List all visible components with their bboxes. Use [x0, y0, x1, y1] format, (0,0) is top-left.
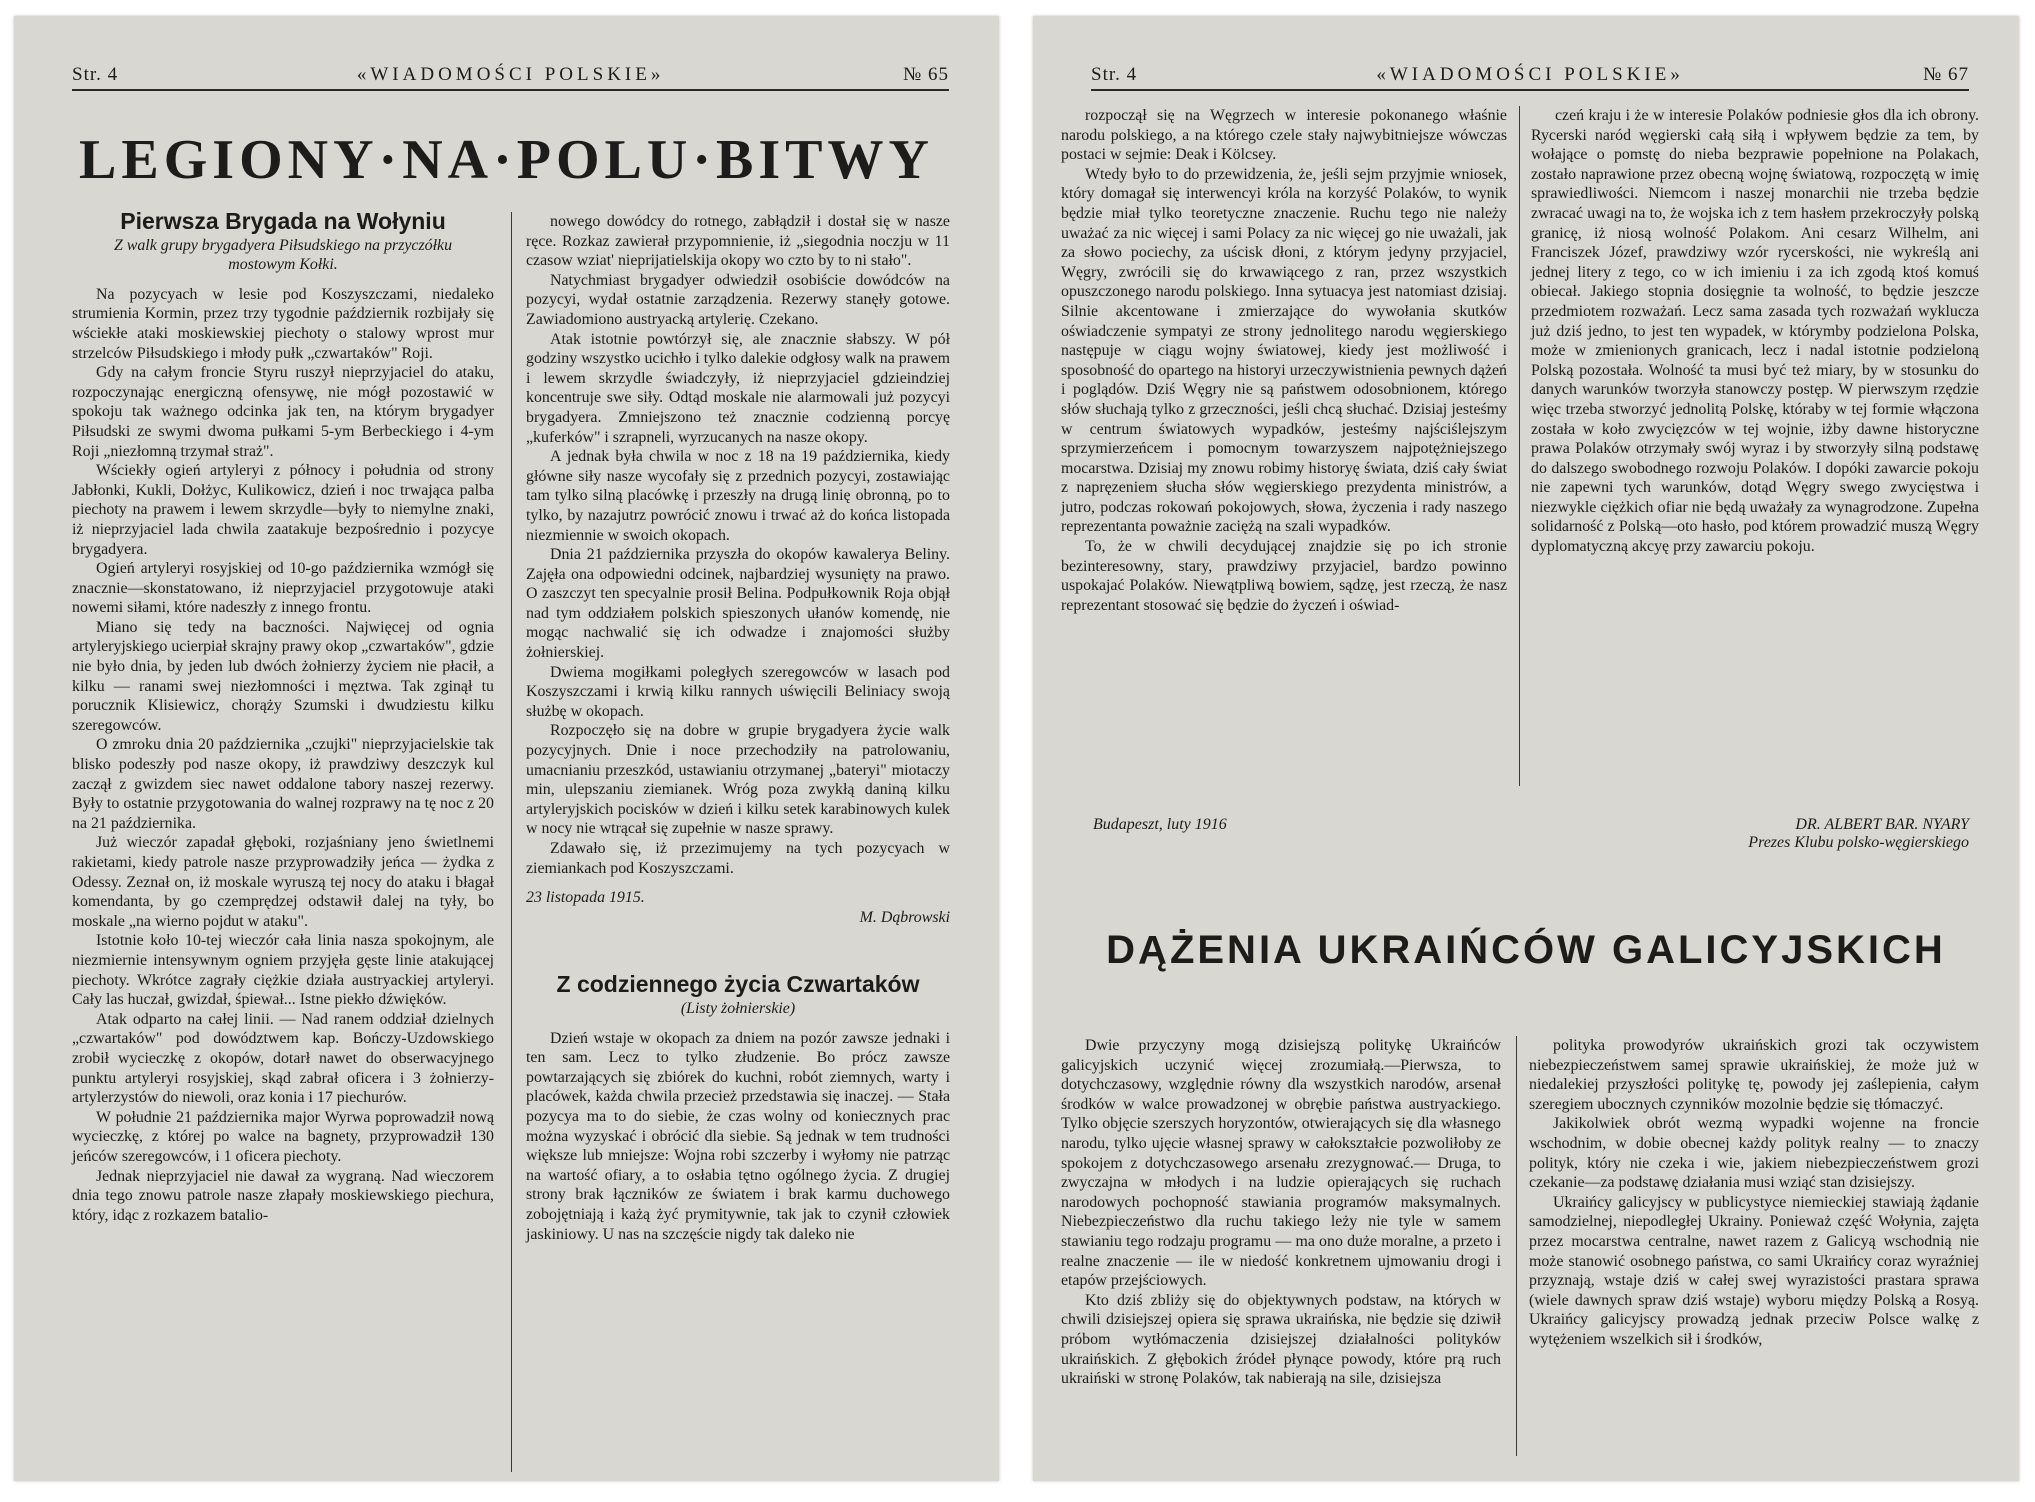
- signature-block: [1093, 816, 1969, 852]
- paragraph: Istotnie koło 10-tej wieczór cała linia nasza spokojnym, ale niezmiernie intensywnym ogniem przyjęła gęste linie atakującej piechoty. Wkrótce zagrały ciężkie działa austryackiej artyleryi. Cały las huczał, gwizdał, śpiewał... Istne piekło dźwięków.: [72, 932, 494, 1009]
- paragraph: Zdawało się, iż przezimujemy na tych pozycyach w ziemiankach pod Koszyszczami.: [526, 840, 950, 877]
- journal-title: «WIADOMOŚCI POLSKIE»: [1376, 64, 1684, 85]
- signature-author: DR. ALBERT BAR. NYARY: [1795, 816, 1969, 833]
- paragraph: Atak istotnie powtórzył się, ale znacznie słabszy. W pół godziny wszystko ucichło i tylko dalekie odgłosy walk na prawem i lewem skrzydle świadczyły, iż nieprzyjaciel gdzieindziej koncentruje swe siły. Odtąd moskale nie alarmowali już pozycyi brygadyera. Zmniejszono też znacznie codzienną porcyę „kuferków" i szrapneli, wyrzucanych na nasze okopy.: [526, 330, 950, 446]
- paragraph: Dwiema mogiłkami poległych szeregowców w lasach pod Koszyszczami i krwią kilku rannych uświęcili Beliniacy swoją służbę w okopach.: [526, 663, 950, 720]
- left-page-header: [72, 56, 949, 91]
- paragraph: Na pozycyach w lesie pod Koszyszczami, niedaleko strumienia Kormin, przez trzy tygodnie październik rozbijały się wściekłe ataki moskiewskiej piechoty o stalowy wprost mur strzelców Piłsudskiego i młody pułk „czwartaków" Roji.: [72, 285, 494, 362]
- paragraph: czeń kraju i że w interesie Polaków podniesie głos dla ich obrony. Rycerski naród węgierski całą siłą i wpływem będzie za tem, by wołające o pomstę do nieba bezprawie popełnione na Polakach, zostało naprawione przez obecną wojnę światową, rozpoczętą w imię sprawiedliwości. Niemcom i naszej monarchii nie trzeba będzie zwracać uwagi na to, że wojska ich z tem hasłem przekroczyły polską granicę, iż niosą wolność Polakom. Ani cesarz Wilhelm, ani Franciszek Józef, prawdziwy wzór rycerskości, nie wykreślą ani jednej litery z tego, co w ich imieniu i za ich zgodą ktoś komuś obiecał. Jakiego stopnia dosięgnie ta wolność, to będzie jeszcze przedmiotem rozważań. Lecz sama zasada tych rozważań wyklucza już dziś jedno, to jest ten wypadek, w którymby podzielona Polska, może w zmienionych granicach, lecz i nadal istotnie podzieloną Polską pozostała. Wolność ta musi być też miary, by w stosunku do danych warunków tworzyła stanowczy postęp. W pierwszym rzędzie więc trzeba stworzyć jednolitą Polskę, któraby w tej formie włączona została w koło zwycięzców w tej wojnie, iżby dawne historyczne prawa Polaków otrzymały swój wyraz i by stworzyły silną podstawę do dalszego swobodnego rozwoju Polaków. I dopóki zawarcie pokoju nie zapewni tych warunków, dotąd Węgry swego zwycięstwa i niezwykle ciężkich ofiar nie będą uważały za wynagrodzone. Zupełna solidarność z Polską—oto hasło, pod którem prowadzić muszą Węgry dyplomatyczną akcyę przy zawarciu pokoju.: [1531, 107, 1979, 556]
- issue-number: № 67: [1923, 64, 1969, 85]
- page-label: Str. 4: [1091, 64, 1138, 85]
- article2-subtitle: (Listy żołnierskie): [680, 999, 796, 1017]
- paragraph: Atak odparto na całej linii. — Nad ranem oddział dzielnych „czwartaków" pod dowództwem kap. Bończy-Uzdowskiego zrobił wycieczkę z okopów, dotarł nawet do obserwacyjnego punktu artyleryi rosyjskiej, skąd zabrał oficera i 3 żołnierzy-artylerzystów do niewoli, oraz konia i 17 piechurów.: [72, 1010, 494, 1107]
- article-title: Pierwsza Brygada na Wołyniu: [120, 208, 446, 234]
- article-body: [1061, 106, 1507, 615]
- paragraph: Wściekły ogień artyleryi z północy i południa od strony Jabłonki, Kukli, Dołżyc, Kulikowicz, dzień i noc trwająca palba piechoty na prawem i lewem skrzydle—były to niemylne znaki, iż nieprzyjaciel lada chwila zaatakuje bezpośrednio i pozycye brygadyera.: [72, 462, 494, 558]
- paragraph: polityka prowodyrów ukraińskich grozi tak oczywistem niebezpieczeństwem samej sprawie ukraińskiej, że może już w niedalekiej przyszłości politykę tę, powody jej zaślepienia, całym szeregiem ubocznych czynników mozolnie będzie się tłómaczyć.: [1529, 1037, 1979, 1113]
- paragraph: A jednak była chwila w noc z 18 na 19 października, kiedy główne siły nasze wycofały się z przednich pozycyi, zostawiając tam tylko silną placówkę i przeszły na drugą linię obronną, po to tylko, by nazajutrz powrócić znowu i trwać aż do końca listopada niezmiennie w swoich okopach.: [526, 448, 950, 544]
- article-author: M. Dąbrowski: [859, 908, 950, 926]
- column-divider: [1516, 1036, 1517, 1456]
- right-column-1: [1061, 106, 1507, 615]
- right-page-header: [1091, 56, 1969, 91]
- issue-number: № 65: [903, 64, 949, 85]
- paragraph: Ogień artyleryi rosyjskiej od 10-go października wzmógł się znacznie—skonstatowano, iż nieprzyjaciel przygotowuje ataki nowemi siłami, które nadeszły z innego frontu.: [72, 560, 494, 617]
- article2-heading: DĄŻENIA UKRAIŃCÓW GALICYJSKICH: [1106, 928, 1946, 972]
- paragraph: Już wieczór zapadał głęboki, rozjaśniany jeno świetlnemi rakietami, kiedy patrole nasze przyprowadziły jeńca — żydka z Odessy. Zeznał on, iż moskale wyruszą tej nocy do ataku i błagał komendanta, by go czemprędzej odstawił dalej na tyły, bo moskale „na wierno pojdut w ataku".: [72, 834, 494, 930]
- article-body-continued: [1531, 106, 1979, 557]
- paragraph: Rozpoczęło się na dobre w grupie brygadyera życie walk pozycyjnych. Dnie i noce przechodziły na patrolowaniu, umacnianiu przeszkód, ustawianiu otrzymanej „bateryi" miotaczy min, ulepszaniu ziemianek. Wróg poza zwykłą daniną kilku artyleryjskich pocisków w dzień i kilku setek karabinowych kulek w nocy nie wtrącał się zupełnie w nasze sprawy.: [526, 722, 950, 838]
- article-body: [72, 285, 494, 1226]
- right-lower-column-1: [1061, 1036, 1501, 1389]
- column-divider: [1519, 106, 1520, 786]
- column-divider: [511, 212, 512, 1472]
- paragraph: Natychmiast brygadyer odwiedził osobiście dowódców na pozycyi, wydał ostatnie zarządzenia. Rezerwy stanęły gotowe. Zawiadomiono austryacką artylerię. Czekano.: [526, 271, 950, 328]
- paragraph: O zmroku dnia 20 października „czujki" nieprzyjacielskie tak blisko podeszły pod nasze okopy, iż prawdziwy deszczyk kul zaczął z gwizdem siec nawet oddalone tabory naszej rezerwy. Były to ostatnie przygotowania do walnej rozprawy na tę noc z 20 na 21 października.: [72, 736, 494, 832]
- paragraph: Ukraińcy galicyjscy w publicystyce niemieckiej stawiają żądanie samodzielnej, niepodległej Ukrainy. Ponieważ część Wołynia, zajęta przez mocarstwa centralne, nawet razem z Galicyą wschodnią nie może stanowić osobnego państwa, co sami Ukraińcy coraz wyraźniej przyznają, wstaje dziś w całej swej wyrazistości prastara sprawa (wiele dawnych spraw dziś wstaje) wyboru między Polską a Rosyą. Ukraińcy galicyjscy prowadzą jednak przeciw Polsce walkę z wytężeniem wszelkich sił i środków,: [1529, 1193, 1979, 1348]
- article2-body: Dzień wstaje w okopach za dniem na pozór zawsze jednaki i ten sam. Lecz to tylko złudzenie. Bo prócz zawsze powtarzających się zbiórek do kuchni, robót ziemnych, warty i placówek, każda chwila przecież przedstawia się inaczej. — Stała pozycya ma to do siebie, że czas wolny od koniecznych prac można wyzyskać i obrócić dla siebie. Są jednak w tem trudności większe lub mniejsze: Wojna robi szczerby i wyłomy nie patrząc na wartość ofiary, a to osłabia tętno ogólnego życia. Z drugiej strony brak łączników ze światem i brak karmu duchowego zobojętniają i każą żyć prymitywnie, tak jak to czynił człowiek jaskiniowy. U nas na szczęście nigdy tak daleko nie: [526, 1029, 950, 1243]
- article2-body: [1061, 1036, 1501, 1389]
- paragraph: Jednak nieprzyjaciel nie dawał za wygraną. Nad wieczorem dnia tego znowu patrole nasze złapały moskiewskiego piechura, który, idąc z rozkazem batalio-: [72, 1167, 494, 1224]
- paragraph: Dwie przyczyny mogą dzisiejszą politykę Ukraińców galicyjskich uczynić więcej zrozumiałą.—Pierwsza, to dotychczasowy, względnie równy dla wszystkich narodów, arsenał środków w walce prowadzonej w obrębie państwa austryackiego. Tylko objęcie szerszych horyzontów, otwierających się dla własnego narodu, tylko ujęcie własnej sprawy w całokształcie pozwoliłoby ze spokojem z dotychczasowego arsenału zrezygnować.— Druga, to zwyczajna w młodych i na ludzie opierających się ruchach narodowych pochopność stawiania programów maksymalnych. Niebezpieczeństwo dla ruchu takiego leży nie tyle w samem stawianiu tego rodzaju programu — ma ono duże moralne, a przeto i realne znaczenie — ile w niedość konkretnem ujmowaniu drogi i etapów przejściowych.: [1061, 1037, 1501, 1290]
- left-column-2: [526, 212, 950, 1244]
- left-newspaper-page: [14, 16, 999, 1481]
- article-date: 23 listopada 1915.: [526, 889, 645, 907]
- banner-title: LEGIONY·NA·POLU·BITWY: [79, 129, 934, 191]
- left-column-1: [72, 208, 494, 1225]
- paragraph: W południe 21 października major Wyrwa poprowadził nową wycieczkę, z której po walce na bagnety, przyprowadził 130 jeńców szeregowców, i 1 oficera piechoty.: [72, 1108, 494, 1165]
- right-newspaper-page: [1033, 16, 2019, 1481]
- paragraph: Gdy na całym froncie Styru ruszył nieprzyjaciel do ataku, rozpoczynając energiczną ofensywę, nie mógł pozostawić w spokoju tak ważnego odcinka jak ten, na którym brygadyer Piłsudski ze swymi dwoma pułkami 5-ym Berbeckiego i 4-ym Roji „niezłomną trzymał straż".: [72, 364, 494, 460]
- place-date: Budapeszt, luty 1916: [1093, 816, 1227, 833]
- paragraph: Kto dziś zbliży się do objektywnych podstaw, na których w chwili dzisiejszej opiera się sprawa ukraińska, nie będzie się dziwił próbom wytłómaczenia dzisiejszej działalności polityków ukraińskich. Z głębokich źródeł płynące powody, które prą ruch ukraiński w stronę Polaków, tak nabierają na sile, dzisiejsza: [1061, 1291, 1501, 1388]
- paragraph: Miano się tedy na baczności. Najwięcej od ognia artyleryjskiego ucierpiał skrajny prawy okop „czwartaków", gdzie nie było dnia, by jeden lub dwóch żołnierzy życiem nie płacił, a kilku — ranami swej niezłomności i męztwa. Tak zginął tu porucznik Klisiewicz, chorąży Szumski i dwudziestu kilku szeregowców.: [72, 618, 494, 734]
- article2-body-continued: [1529, 1036, 1979, 1350]
- right-lower-column-2: [1529, 1036, 1979, 1350]
- article-body-continued: [526, 212, 950, 878]
- paragraph: To, że w chwili decydującej znajdzie się po ich stronie bezinteresowny, stary, prawdziwy przyjaciel, bardzo powinno uspokajać Polaków. Niewątpliwą bowiem, sądzę, jest rzeczą, że nasz reprezentant stosować się będzie do życzeń i oświad-: [1061, 538, 1507, 614]
- journal-title: «WIADOMOŚCI POLSKIE»: [356, 64, 665, 85]
- paragraph: nowego dowódcy do rotnego, zabłądził i dostał się w nasze ręce. Rozkaz zawierał przypomnienie, iż „siegodnia noczju w 11 czasow wziat' nieprijatielskija okopy wo czto by to ni stało".: [526, 213, 950, 270]
- article-subtitle: Z walk grupy brygadyera Piłsudskiego na przyczółku mostowym Kołki.: [113, 236, 453, 274]
- paragraph: Jakikolwiek obrót wezmą wypadki wojenne na froncie wschodnim, w dobie obecnej każdy polityk realny — to znaczy polityk, który nie czeka i wie, jakiem niebezpieczeństwem grozi czekanie—za podstawę działania musi wziąć stan dzisiejszy.: [1529, 1115, 1979, 1192]
- paragraph: Wtedy było to do przewidzenia, że, jeśli sejm przyjmie wniosek, który domagał się interwencyi króla na korzyść Polaków, to wynik będzie miał tylko teoretyczne znaczenie. Ruchu tego nie należy uważać za nic więcej i sami Polacy za nic więcej go nie uważali, jak za słowo pociechy, za uścisk dłoni, z którym jedyny przyjaciel, Węgry, zwrócili się do krwawiącego z ran, przez wszystkich opuszczonego narodu polskiego. Inna sytuacya jest natomiast dzisiaj. Silnie akcentowane i zmierzające do wywołania skutków oświadczenie sympatyi ze strony jednolitego narodu węgierskiego następuje w ciągu wojny światowej, kiedy jest możliwość i sposobność do opartego na historyi urzeczywistnienia pewnych dążeń i poglądów. Dziś Węgry nie są państwem odosobnionem, którego słów słuchają tylko z grzeczności, jeśli chcą słuchać. Dzisiaj jesteśmy w centrum światowych wypadków, jesteśmy najściślejszym sprzymierzeńcem i pomocnym towarzyszem najpotężniejszego mocarstwa. Dzisiaj my znowu robimy historyę świata, dziś cały świat z napręzeniem słucha słów węgierskiego prezydenta ministrów, a jutro, podczas rokowań pokojowych, słowa, życzenia i rady naszego reprezentanta poważnie zaciężą na szali wypadków.: [1061, 165, 1507, 536]
- paragraph: rozpoczął się na Węgrzech w interesie pokonanego właśnie narodu polskiego, a na którego czele stały najwybitniejsze wówczas postaci w sejmie: Deak i Kölcsey.: [1061, 107, 1507, 164]
- right-column-2: [1531, 106, 1979, 557]
- paragraph: Dnia 21 października przyszła do okopów kawalerya Beliny. Zajęła ona odpowiedni odcinek, najbardziej wysunięty na prawo. O zaszczyt ten specyalnie prosił Belina. Podpułkownik Roja objął nad tym oddziałem polskich spieszonych ułanów komendę, nie mogąc nachwalić się ich odwadze i znajomości służby żołnierskiej.: [526, 546, 950, 662]
- page-label: Str. 4: [72, 64, 119, 85]
- article2-title: Z codziennego życia Czwartaków: [556, 971, 920, 998]
- signature-role: Prezes Klubu polsko-węgierskiego: [1748, 834, 1969, 851]
